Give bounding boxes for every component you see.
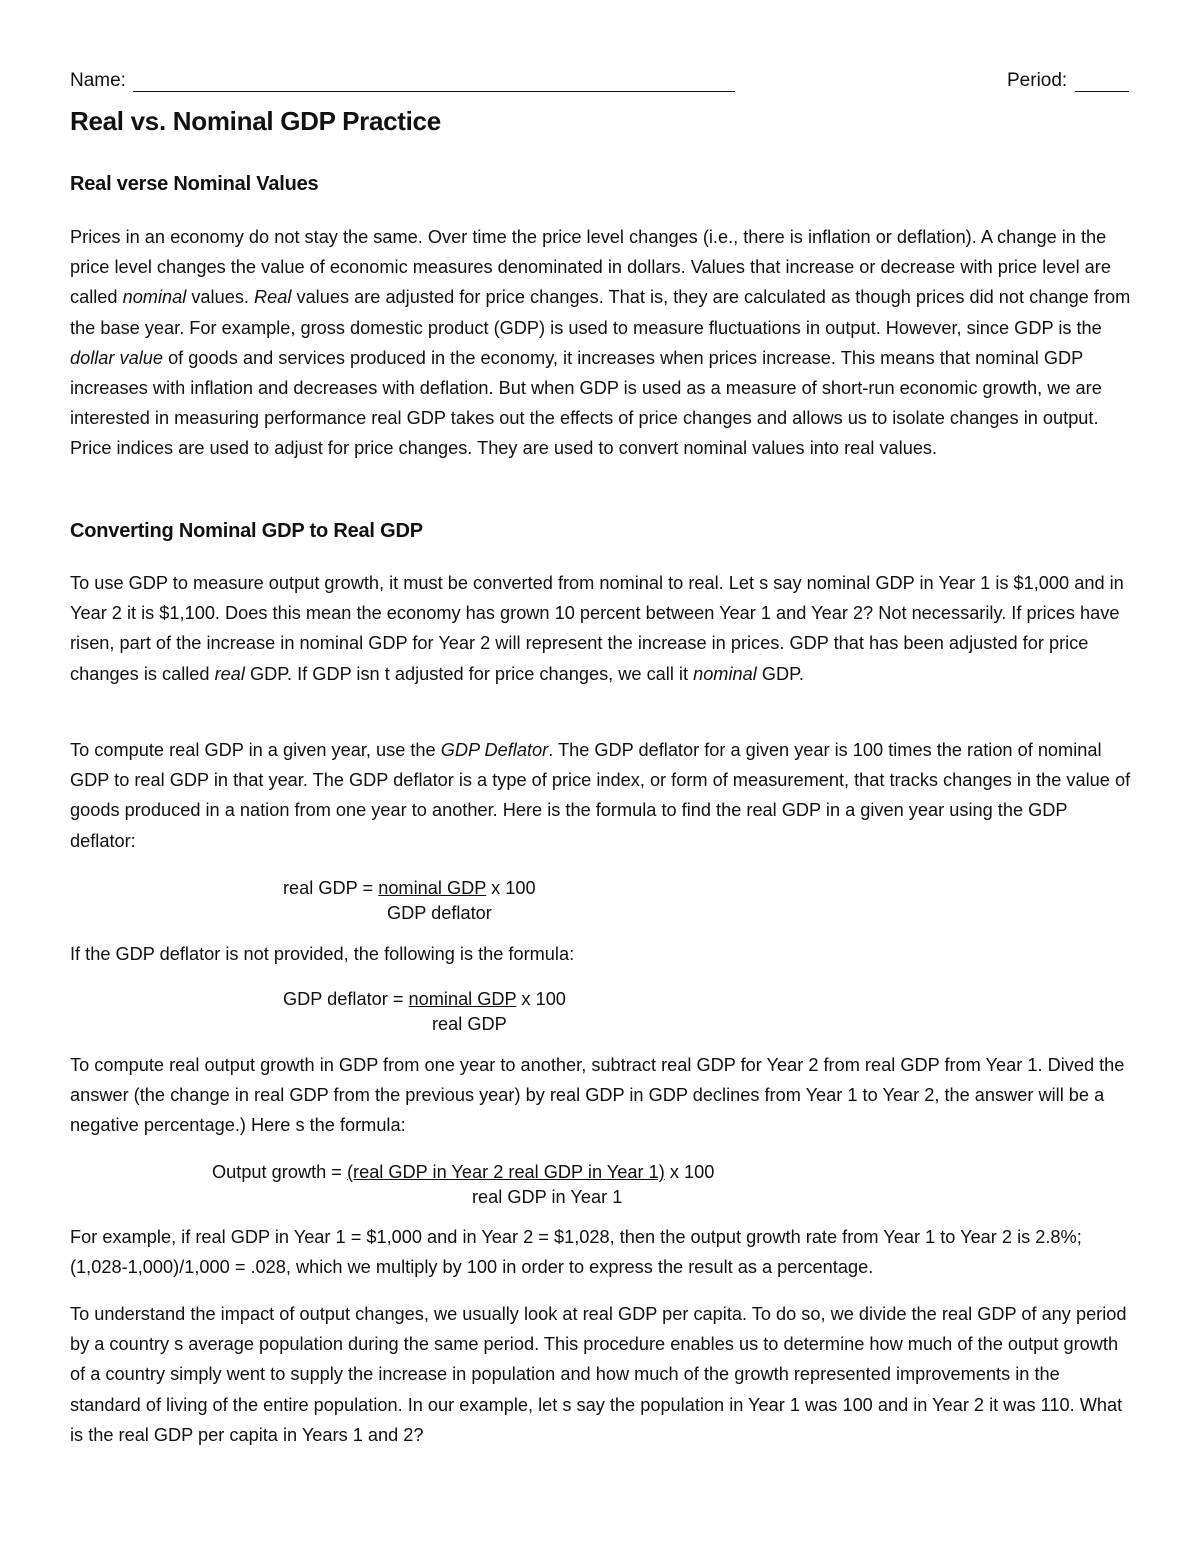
italic-term: nominal: [693, 663, 757, 684]
formula-lhs: Output growth =: [212, 1162, 347, 1182]
paragraph-per-capita: To understand the impact of output changes, we usually look at real GDP per capita. To do so, we divide the real GDP of any period by a country s average population during the same period. This procedure enables us to determine how much of the output growth of a country simply went to supply the increase in population and how much of the growth represented improvements in the standard of living of the entire population. In our example, let s say the population in Year 1 was 100 and in Year 2 it was 110. What is the real GDP per capita in Years 1 and 2?: [70, 1304, 1127, 1445]
text-run: values are adjusted for price changes. That is, they are calculated as though prices did not change from the base year. For example, gross domestic product (GDP) is used to measure fluctuations in output. However, since GDP is the: [70, 287, 1131, 338]
paragraph-output-growth: To compute real output growth in GDP from one year to another, subtract real GDP for Year 2 from real GDP from Year 1. Dived the answer (the change in real GDP from the previous year) by real GDP in GDP declines from Year 1 to Year 2, the answer will be a negative percentage.) Here s the formula:: [70, 1055, 1125, 1136]
formula-denominator: GDP deflator: [387, 903, 492, 923]
paragraph-intro: [70, 222, 1132, 464]
formula-denominator: real GDP: [432, 1014, 507, 1034]
formula-numerator: nominal GDP: [378, 878, 487, 898]
formula-denominator: real GDP in Year 1: [472, 1187, 623, 1207]
italic-term: Real: [254, 287, 292, 308]
formula-gdp-deflator: [283, 987, 566, 1012]
text-run: . The GDP deflator for a given year is 100 times the ration of nominal GDP to real GDP in that year. The GDP deflator is a type of price index, or form of measurement, that tracks changes in the value of goods produced in a nation from one year to another. Here is the formula to find the real GDP in a given year using the GDP deflator:: [70, 740, 1131, 851]
formula-real-gdp: [283, 876, 536, 901]
formula-multiplier: x 100: [486, 878, 536, 898]
section-heading-converting: Converting Nominal GDP to Real GDP: [70, 520, 423, 542]
name-period-line: [70, 70, 1130, 98]
formula-numerator: (real GDP in Year 2 real GDP in Year 1): [346, 1162, 665, 1182]
text-run: To compute real GDP in a given year, use the: [70, 740, 441, 760]
name-blank: [133, 91, 735, 92]
name-label: Name:: [70, 70, 126, 91]
italic-term: real: [214, 663, 245, 684]
text-run: GDP.: [756, 663, 804, 684]
formula-lhs: real GDP =: [283, 878, 379, 898]
formula-lhs: GDP deflator =: [283, 989, 409, 1009]
formula-multiplier: x 100: [516, 989, 566, 1009]
formula-output-growth: [212, 1160, 714, 1185]
paragraph-conversion: [70, 568, 1132, 689]
italic-term: dollar value: [70, 347, 164, 368]
section-heading-real-vs-nominal: Real verse Nominal Values: [70, 173, 319, 195]
page-title: Real vs. Nominal GDP Practice: [70, 106, 441, 136]
text-run: Prices in an economy do not stay the same. Over time the price level changes (i.e., there is inflation or deflation). A change in the price level changes the value of economic measures denominated in dollars. Values that increase or decrease with price level are called: [70, 227, 1111, 308]
formula-multiplier: x 100: [664, 1162, 715, 1182]
formula-numerator: nominal GDP: [408, 989, 517, 1009]
period-label: Period:: [1007, 70, 1068, 91]
paragraph-example: For example, if real GDP in Year 1 = $1,000 and in Year 2 = $1,028, then the output growth rate from Year 1 to Year 2 is 2.8%; (1,028-1,000)/1,000 = .028, which we multiply by 100 in order to express the result as a percentage.: [70, 1227, 1082, 1278]
paragraph-deflator-missing: If the GDP deflator is not provided, the following is the formula:: [70, 944, 575, 964]
paragraph-deflator: [70, 735, 1132, 856]
text-run: of goods and services produced in the economy, it increases when prices increase. This means that nominal GDP increases with inflation and decreases with deflation. But when GDP is used as a measure of short-run economic growth, we are interested in measuring performance real GDP takes out the effects of price changes and allows us to isolate changes in output. Price indices are used to adjust for price changes. They are used to convert nominal values into real values.: [70, 347, 1102, 459]
text-run: To use GDP to measure output growth, it must be converted from nominal to real. Let s say nominal GDP in Year 1 is $1,000 and in Year 2 it is $1,100. Does this mean the economy has grown 10 percent between Year 1 and Year 2? Not necessarily. If prices have risen, part of the increase in nominal GDP for Year 2 will represent the increase in prices. GDP that has been adjusted for price changes is called: [70, 573, 1124, 684]
italic-term: nominal: [122, 287, 187, 308]
text-run: GDP. If GDP isn t adjusted for price changes, we call it: [244, 663, 694, 684]
italic-term: GDP Deflator: [440, 740, 549, 760]
period-blank: [1075, 91, 1129, 92]
text-run: values.: [186, 287, 255, 308]
